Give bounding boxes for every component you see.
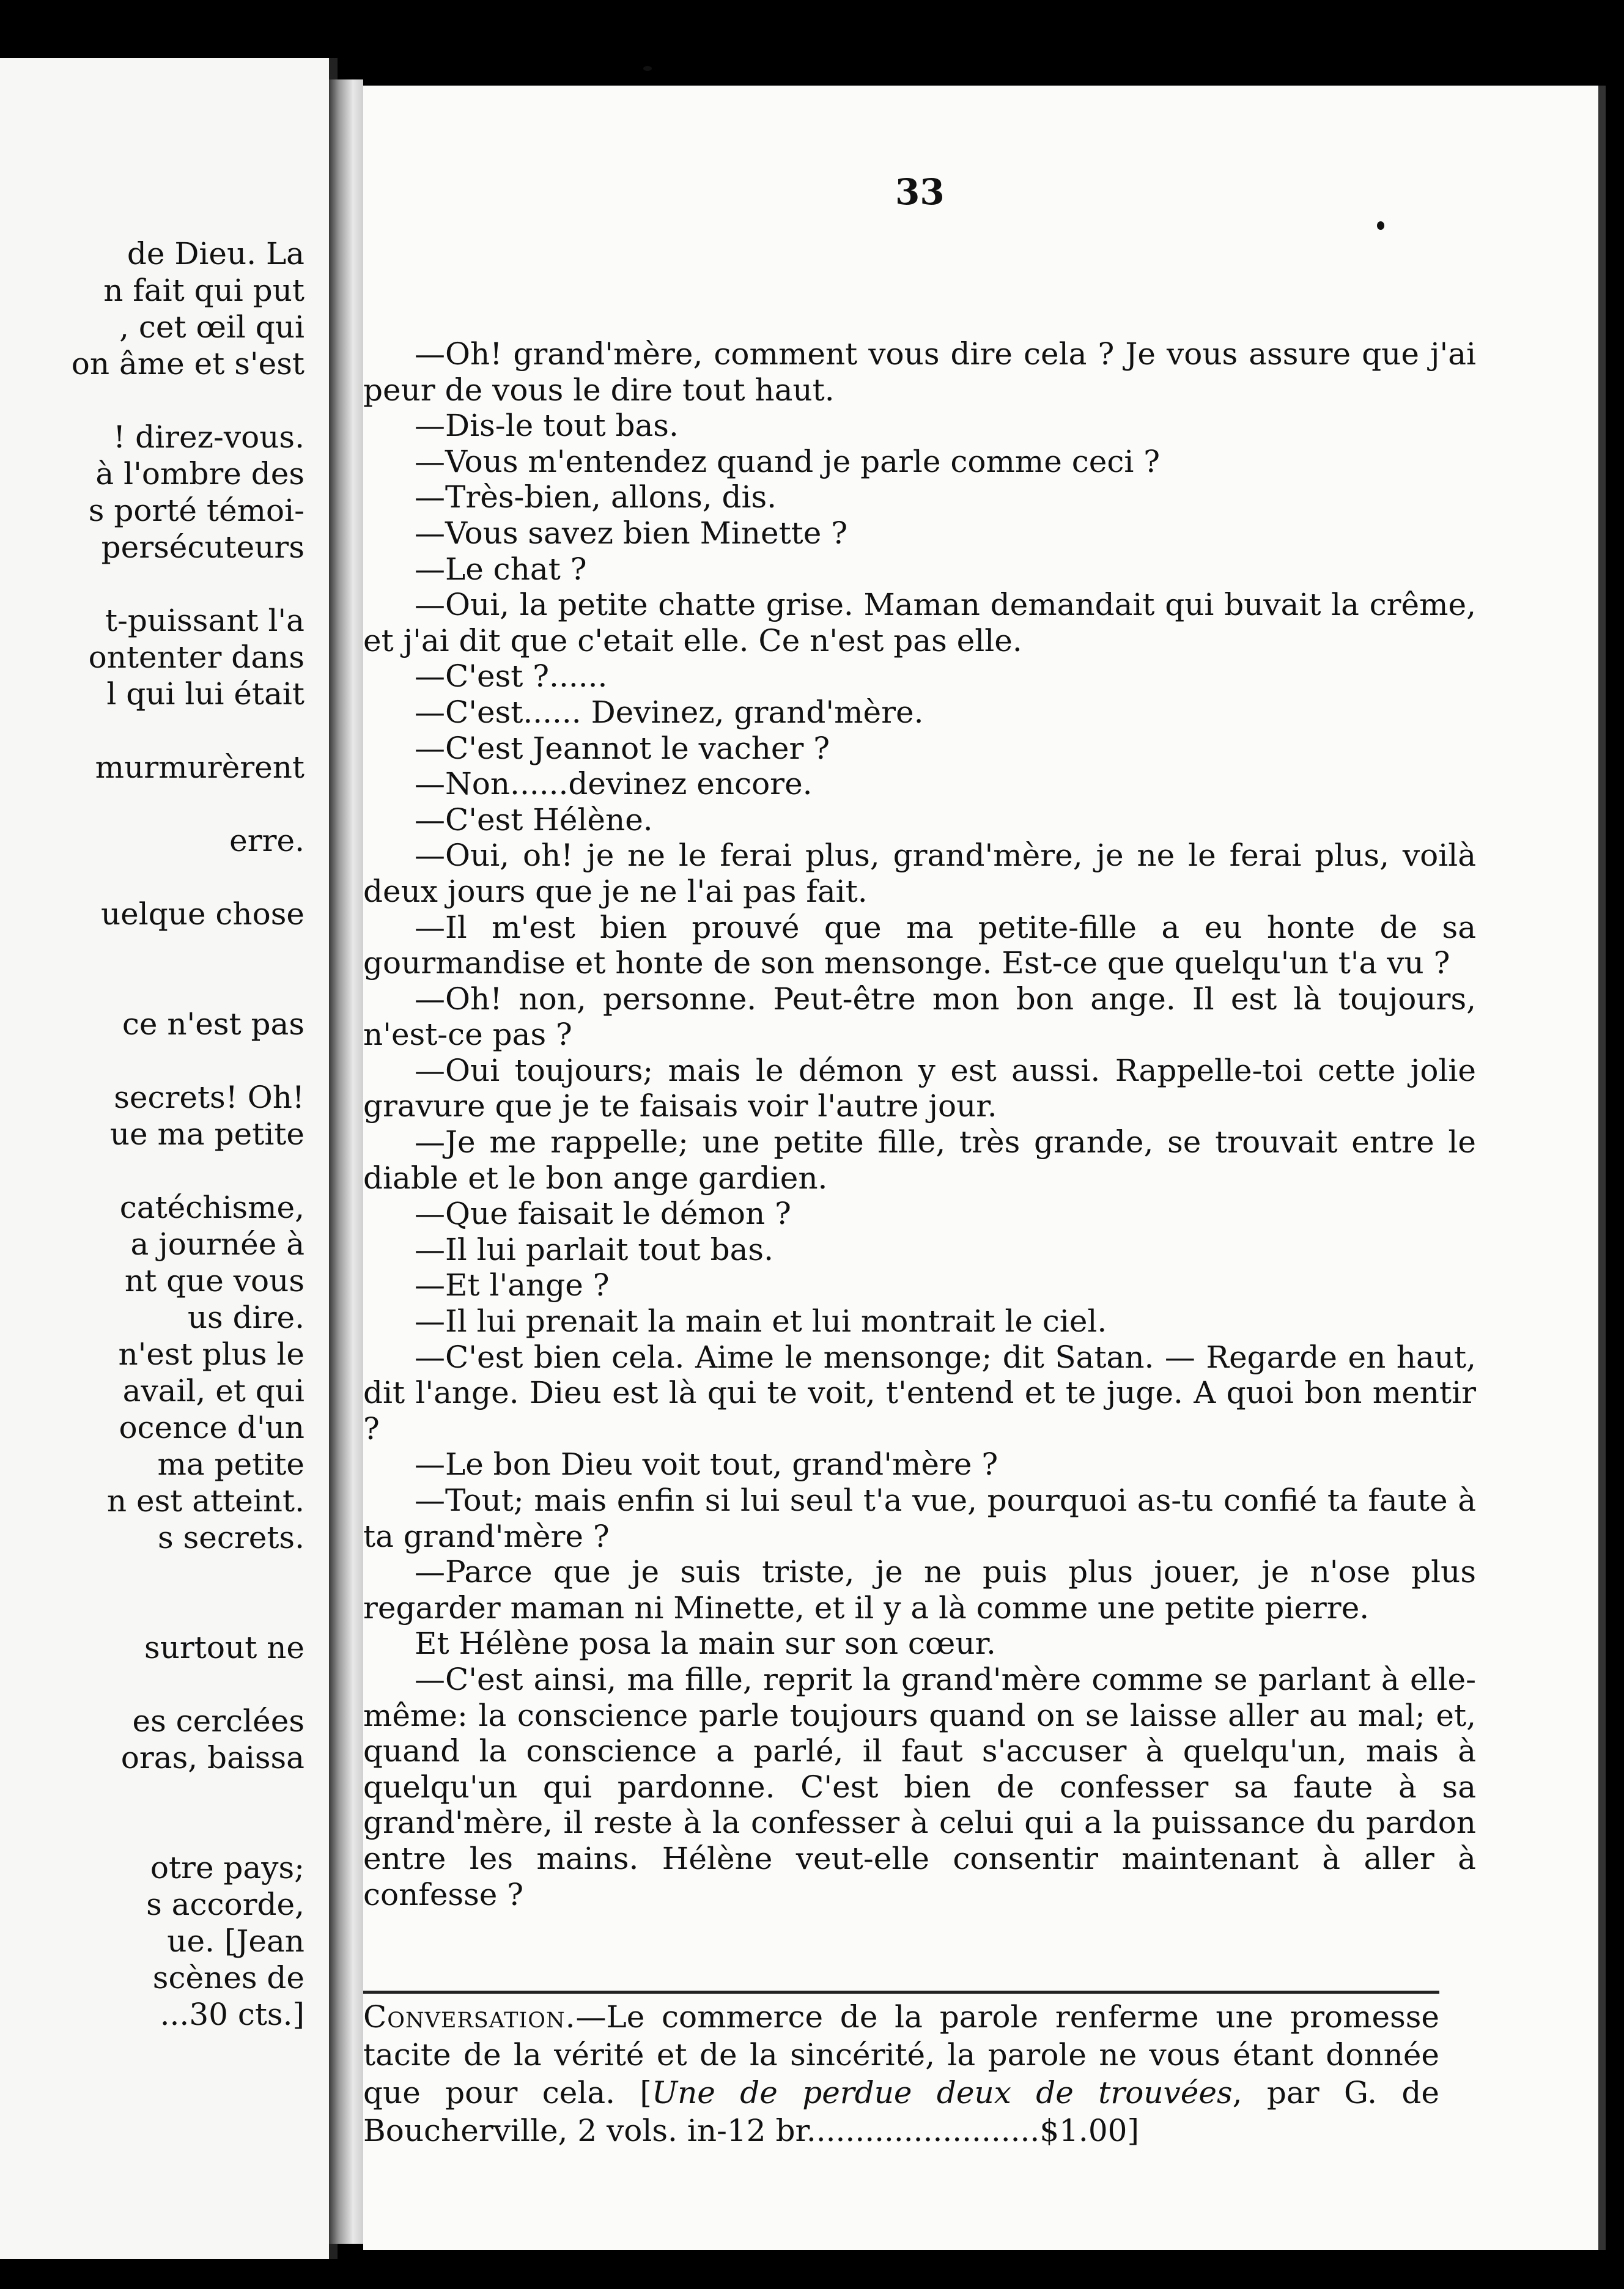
left-page-line — [0, 566, 304, 602]
left-page-line: t-puissant l'a — [105, 603, 304, 638]
left-page — [0, 58, 338, 2259]
left-page-line: ocence d'un — [119, 1410, 304, 1445]
left-page-line — [0, 932, 304, 969]
left-page-line: s porté témoi- — [88, 493, 304, 528]
left-page-line: ...30 cts.] — [160, 1997, 304, 2032]
left-page-line: a journée à — [130, 1226, 304, 1262]
left-page-line: n est atteint. — [106, 1483, 304, 1519]
dialogue-paragraph: —Oui, la petite chatte grise. Maman demandait qui buvait la crême, et j'ai dit que c'etait elle. Ce n'est pas elle. — [363, 587, 1476, 658]
left-page-line: s secrets. — [158, 1520, 304, 1555]
dialogue-paragraph: —C'est Jeannot le vacher ? — [415, 730, 830, 766]
left-page-line: otre pays; — [150, 1850, 304, 1885]
dialogue-paragraph: —Et l'ange ? — [415, 1267, 610, 1303]
footnote-price: $1.00] — [1039, 2113, 1139, 2148]
dialogue-paragraph: —C'est ainsi, ma fille, reprit la grand'mère comme se parlant à elle-même: la conscience parle toujours quand on se laisse aller au mal; et, quand la conscience a parlé, il faut s'accuser à quelqu'un, mais à quelqu'un qui pardonne. C'est bien de confesser sa faute à sa grand'mère, il reste à la confesser à celui qui a la puissance du pardon entre les mains. Hélène veut-elle consentir maintenant à aller à confesse ? — [363, 1661, 1476, 1912]
dialogue-paragraph: —Je me rappelle; une petite fille, très grande, se trouvait entre le diable et le bon ange gardien. — [363, 1124, 1476, 1196]
left-page-line — [0, 1813, 304, 1849]
book-gutter — [329, 79, 363, 2244]
dialogue-paragraph: —Très-bien, allons, dis. — [415, 479, 777, 515]
footnote-after-title: , par G. de Boucherville, 2 vols. in-12 br........................ — [363, 2075, 1439, 2148]
ink-speck — [1377, 221, 1384, 230]
dialogue-paragraph: —Le chat ? — [415, 551, 587, 587]
left-page-line — [0, 1776, 304, 1813]
left-page-line: oras, baissa — [120, 1740, 304, 1775]
left-page-line: scènes de — [152, 1960, 304, 1996]
dialogue-paragraph: —C'est bien cela. Aime le mensonge; dit Satan. — Regarde en haut, dit l'ange. Dieu est là qui te voit, t'entend et te juge. A quoi bon mentir ? — [363, 1339, 1476, 1447]
footnote-rule — [363, 1991, 1439, 1994]
left-page-text — [0, 235, 304, 2033]
footnote-lead: Conversation. — [363, 1999, 576, 2035]
left-page-line: s accorde, — [146, 1887, 304, 1922]
left-page-line: de Dieu. La — [127, 236, 304, 271]
dialogue-paragraph: —Oui toujours; mais le démon y est aussi. Rappelle-toi cette jolie gravure que je te faisais voir l'autre jour. — [363, 1052, 1476, 1124]
left-page-line: à l'ombre des — [95, 456, 304, 492]
left-page-line: uelque chose — [100, 896, 304, 932]
left-page-line: n fait qui put — [103, 273, 304, 308]
left-page-line — [0, 382, 304, 419]
footnote-text: —Le commerce de la parole renferme une promesse tacite de la vérité et de la sincérité, la parole ne vous étant donnée que pour cela. [ — [363, 1999, 1439, 2110]
left-page-line: secrets! Oh! — [114, 1080, 304, 1115]
dialogue-paragraph: —Il m'est bien prouvé que ma petite-fille a eu honte de sa gourmandise et honte de son mensonge. Est-ce que quelqu'un t'a vu ? — [363, 909, 1476, 981]
left-page-line: es cerclées — [132, 1703, 304, 1739]
dialogue-paragraph: —Oui, oh! je ne le ferai plus, grand'mère, je ne le ferai plus, voilà deux jours que je ne l'ai pas fait. — [363, 838, 1476, 909]
left-page-line: n'est plus le — [118, 1336, 304, 1372]
left-page-line: , cet œil qui — [119, 309, 304, 345]
left-page-line: ontenter dans — [88, 640, 304, 675]
left-page-line: ue ma petite — [109, 1116, 304, 1152]
dialogue-paragraph: —Vous m'entendez quand je parle comme ceci ? — [415, 443, 1161, 479]
left-page-line: ma petite — [157, 1447, 304, 1482]
left-page-line — [0, 1593, 304, 1629]
left-page-line: surtout ne — [144, 1630, 304, 1665]
page-number: 33 — [895, 171, 945, 213]
footnote-book-title: Une de perdue deux de trouvées — [651, 2075, 1233, 2110]
dialogue-paragraph: —Oh! non, personne. Peut-être mon bon ange. Il est là toujours, n'est-ce pas ? — [363, 981, 1476, 1053]
dialogue-paragraph: —Le bon Dieu voit tout, grand'mère ? — [415, 1447, 998, 1483]
dialogue-paragraph: —C'est Hélène. — [415, 802, 653, 838]
left-page-line: ! direz-vous. — [113, 419, 304, 455]
dialogue-paragraph: —Il lui prenait la main et lui montrait le ciel. — [415, 1303, 1107, 1340]
left-page-line: ce n'est pas — [122, 1006, 304, 1042]
dialogue-paragraph: —Oh! grand'mère, comment vous dire cela ? Je vous assure que j'ai peur de vous le dire tout haut. — [363, 336, 1476, 408]
left-page-line: us dire. — [187, 1300, 304, 1335]
dialogue-paragraph: —Tout; mais enfin si lui seul t'a vue, pourquoi as-tu confié ta faute à ta grand'mère ? — [363, 1483, 1476, 1554]
right-page — [363, 86, 1606, 2250]
left-page-line: erre. — [229, 823, 304, 858]
left-page-line — [0, 1556, 304, 1593]
left-page-line — [0, 712, 304, 749]
left-page-line: l qui lui était — [106, 676, 304, 712]
footnote — [363, 1998, 1439, 2150]
left-page-line: murmurèrent — [95, 750, 304, 785]
dialogue-paragraph: —Dis-le tout bas. — [415, 408, 679, 444]
left-page-line — [0, 1666, 304, 1703]
ink-speck — [643, 66, 652, 71]
left-page-line — [0, 859, 304, 896]
dialogue-paragraph: —Non......devinez encore. — [415, 766, 813, 802]
left-page-line — [0, 1152, 304, 1189]
left-page-line: catéchisme, — [119, 1190, 304, 1225]
left-page-line — [0, 786, 304, 822]
dialogue-paragraph: Et Hélène posa la main sur son cœur. — [415, 1626, 996, 1662]
dialogue-paragraph: —C'est...... Devinez, grand'mère. — [415, 694, 924, 730]
left-page-line — [0, 1042, 304, 1079]
dialogue-paragraph: —C'est ?...... — [415, 658, 608, 695]
dialogue-paragraph: —Parce que je suis triste, je ne puis plus jouer, je n'ose plus regarder maman ni Minette, et il y a là comme une petite pierre. — [363, 1554, 1476, 1626]
left-page-line: avail, et qui — [122, 1373, 304, 1409]
left-page-line: ue. [Jean — [167, 1923, 304, 1959]
body-text — [363, 336, 1476, 1912]
dialogue-paragraph: —Vous savez bien Minette ? — [415, 515, 848, 551]
left-page-line — [0, 969, 304, 1006]
dialogue-paragraph: —Il lui parlait tout bas. — [415, 1231, 773, 1267]
left-page-line: nt que vous — [124, 1263, 304, 1299]
left-page-line: on âme et s'est — [71, 346, 304, 382]
dialogue-paragraph: —Que faisait le démon ? — [415, 1196, 791, 1232]
left-page-line: persécuteurs — [101, 529, 304, 565]
